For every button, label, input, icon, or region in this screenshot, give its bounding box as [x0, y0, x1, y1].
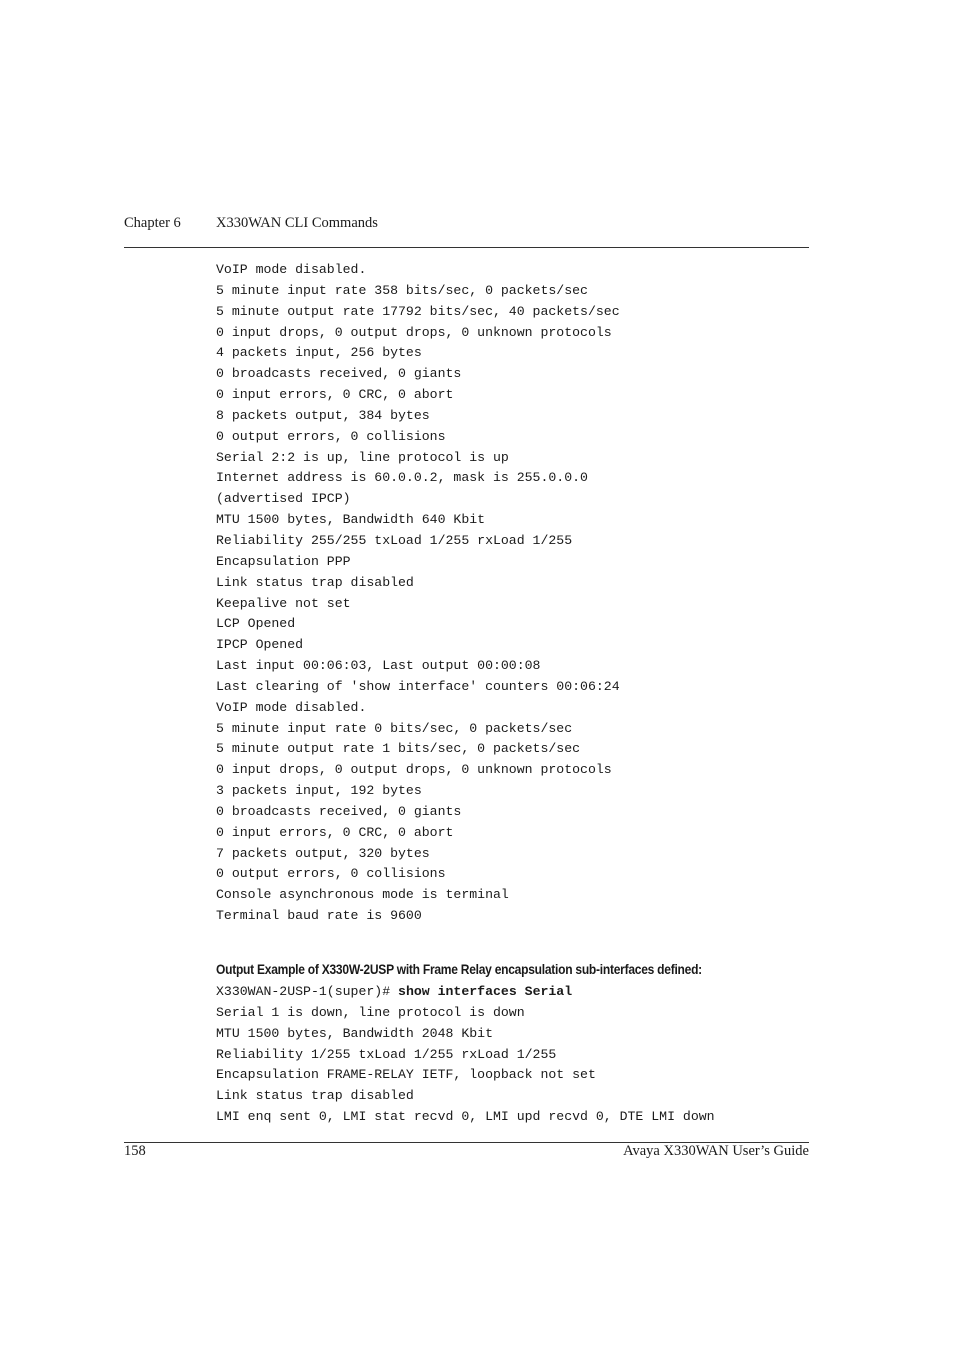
output-line: 0 input drops, 0 output drops, 0 unknown protocols — [216, 762, 612, 778]
output-line: Link status trap disabled — [216, 574, 414, 590]
cli-output-block — [216, 982, 715, 1128]
output-line: Serial 2:2 is up, line protocol is up — [216, 449, 509, 465]
output-line: 5 minute output rate 17792 bits/sec, 40 packets/sec — [216, 303, 620, 319]
output-line: VoIP mode disabled. — [216, 699, 367, 715]
output-line: Keepalive not set — [216, 595, 351, 611]
cli-output-block — [216, 260, 620, 927]
output-line: 7 packets output, 320 bytes — [216, 845, 430, 861]
output-line: Reliability 1/255 txLoad 1/255 rxLoad 1/255 — [216, 1046, 557, 1062]
output-line: 0 output errors, 0 collisions — [216, 428, 446, 444]
output-line: 0 broadcasts received, 0 giants — [216, 366, 462, 382]
output-line: 0 input errors, 0 CRC, 0 abort — [216, 824, 454, 840]
output-line: Reliability 255/255 txLoad 1/255 rxLoad 1/255 — [216, 532, 573, 548]
header-divider — [124, 247, 809, 248]
output-line: 5 minute input rate 0 bits/sec, 0 packets/sec — [216, 720, 573, 736]
output-line: (advertised IPCP) — [216, 491, 351, 507]
output-line: Link status trap disabled — [216, 1088, 414, 1104]
chapter-title: X330WAN CLI Commands — [216, 215, 378, 231]
output-line: 5 minute input rate 358 bits/sec, 0 packets/sec — [216, 282, 588, 298]
output-line: Console asynchronous mode is terminal — [216, 887, 509, 903]
output-line: MTU 1500 bytes, Bandwidth 640 Kbit — [216, 512, 486, 528]
output-line: 0 input errors, 0 CRC, 0 abort — [216, 387, 454, 403]
output-line: Encapsulation FRAME-RELAY IETF, loopback not set — [216, 1067, 596, 1083]
section-heading: Output Example of X330W-2USP with Frame Relay encapsulation sub-interfaces defined: — [216, 961, 702, 977]
guide-title: Avaya X330WAN User’s Guide — [623, 1143, 809, 1159]
output-line: Terminal baud rate is 9600 — [216, 908, 422, 924]
command-line — [216, 982, 715, 1003]
output-line: 3 packets input, 192 bytes — [216, 783, 422, 799]
output-line: IPCP Opened — [216, 637, 304, 653]
output-line: 0 broadcasts received, 0 giants — [216, 803, 462, 819]
output-line: Encapsulation PPP — [216, 553, 351, 569]
output-line: 8 packets output, 384 bytes — [216, 407, 430, 423]
command-prompt: X330WAN-2USP-1(super)# — [216, 984, 399, 999]
output-line: LCP Opened — [216, 616, 296, 632]
output-line: VoIP mode disabled. — [216, 262, 367, 277]
chapter-label: Chapter 6 — [124, 215, 181, 231]
output-line: 0 input drops, 0 output drops, 0 unknown protocols — [216, 324, 612, 340]
output-line: Last clearing of 'show interface' counters 00:06:24 — [216, 678, 620, 694]
output-line: Last input 00:06:03, Last output 00:00:08 — [216, 658, 541, 674]
output-line: LMI enq sent 0, LMI stat recvd 0, LMI upd recvd 0, DTE LMI down — [216, 1109, 715, 1125]
output-line: MTU 1500 bytes, Bandwidth 2048 Kbit — [216, 1025, 493, 1041]
output-line: 0 output errors, 0 collisions — [216, 866, 446, 882]
output-line: 4 packets input, 256 bytes — [216, 345, 422, 361]
command-text: show interfaces Serial — [398, 984, 573, 999]
output-line: 5 minute output rate 1 bits/sec, 0 packets/sec — [216, 741, 581, 757]
output-line: Serial 1 is down, line protocol is down — [216, 1004, 525, 1020]
output-line: Internet address is 60.0.0.2, mask is 255.0.0.0 — [216, 470, 588, 486]
page-number: 158 — [124, 1143, 146, 1159]
